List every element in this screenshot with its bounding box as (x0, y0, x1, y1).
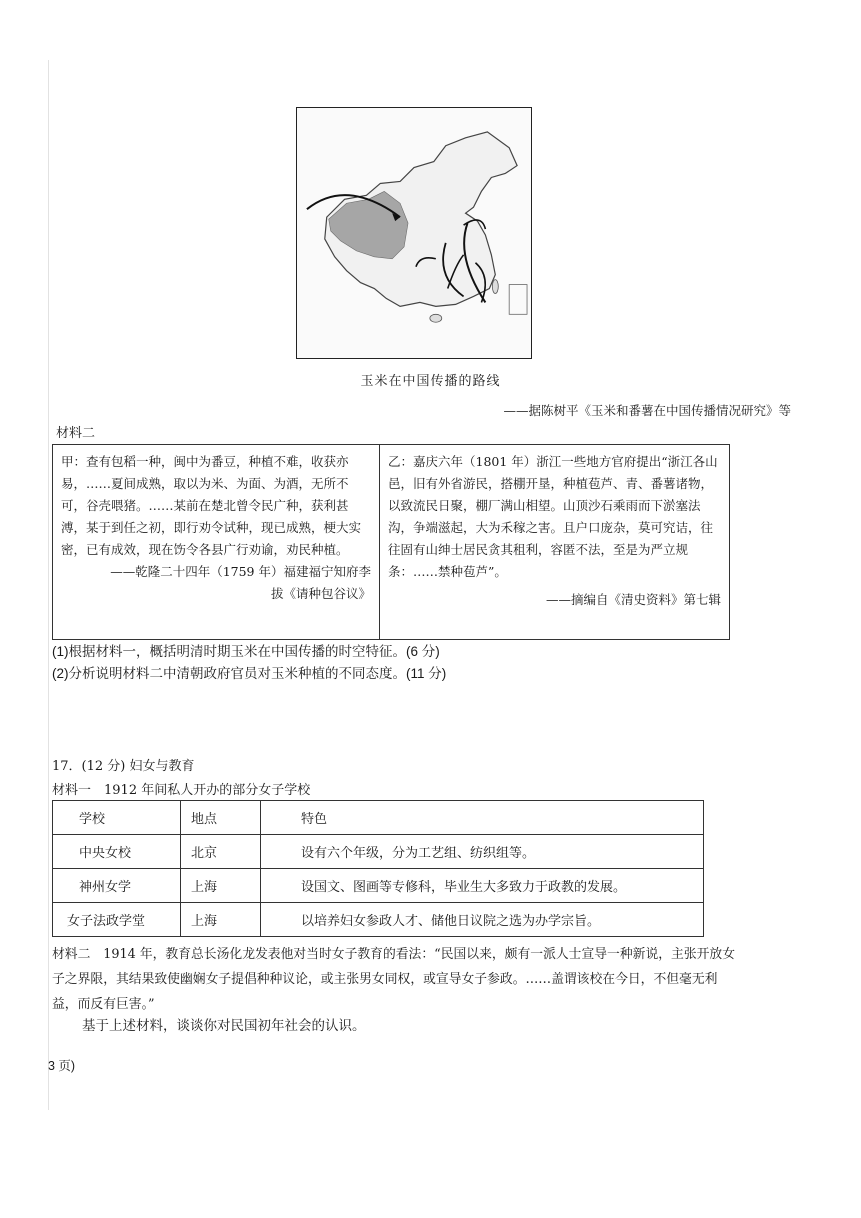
cell-feature: 设国文、图画等专修科，毕业生大多致力于政教的发展。 (261, 869, 704, 903)
cell-feature: 以培养妇女参政人才、储他日议院之选为办学宗旨。 (261, 903, 704, 937)
table-header-row (53, 801, 704, 835)
material2-label: 材料二 (56, 426, 96, 441)
material2-left-source-1: ——乾隆二十四年（1759 年）福建福宁知府李 (110, 564, 371, 579)
table-row (53, 835, 704, 869)
question-17-title: 17．(12 分) 妇女与教育 (52, 759, 195, 774)
header-school: 学校 (53, 801, 181, 835)
header-feature: 特色 (261, 801, 704, 835)
material2-right-source: ——摘编自《清史资料》第七辑 (545, 592, 721, 607)
material2-left-source-2: 拔《请种包谷议》 (270, 586, 371, 601)
q17-material1-label: 材料一 1912 年间私人开办的部分女子学校 (52, 783, 311, 798)
material2-left-text: 甲：查有包稻一种，闽中为番豆，种植不难，收获亦易，……夏间成熟，取以为米、为面、为酒，无所不可，谷壳喂猪。……某前在楚北曾令民广种，获利甚溥，某于到任之初，即行劝令试种，现已成熟，梗大实密，已有成效，现在饬令各县广行劝谕，劝民种植。 (61, 454, 362, 557)
header-location: 地点 (181, 801, 261, 835)
table-row (53, 903, 704, 937)
cell-location: 上海 (181, 869, 261, 903)
cell-school: 中央女校 (53, 835, 181, 869)
cell-location: 上海 (181, 903, 261, 937)
map-source: ——据陈树平《玉米和番薯在中国传播情况研究》等 (503, 403, 791, 418)
material2-right-text: 乙：嘉庆六年（1801 年）浙江一些地方官府提出“浙江各山邑，旧有外省游民，搭棚开垦，种植苞芦、青、番薯诸物，以致流民日聚，棚厂满山相望。山顶沙石乘雨而下淤塞法沟，争端滋起，大为禾稼之害。且户口庞杂，莫可究诘，往往固有山绅士居民贪其租利，容匿不法，至是为严立规条：……禁种苞芦”。 (388, 454, 718, 579)
china-corn-map (296, 107, 532, 359)
cell-school: 女子法政学堂 (53, 903, 181, 937)
question-1: (1)根据材料一，概括明清时期玉米在中国传播的时空特征。(6 分) (52, 644, 440, 659)
q17-material2-text: 材料二 1914 年，教育总长汤化龙发表他对当时女子教育的看法：“民国以来，颇有一派人士宣导一种新说，主张开放女子之界限，其结果致使幽娴女子提倡种种议论，或主张男女同权，或宣导女子参政。……盖谓该校在今日，不但毫无利益，而反有巨害。” (52, 947, 736, 1012)
table-row (53, 869, 704, 903)
map-graphic (297, 108, 531, 358)
q17-prompt: 基于上述材料，谈谈你对民国初年社会的认识。 (82, 1018, 366, 1033)
map-caption: 玉米在中国传播的路线 (360, 374, 501, 389)
cell-school: 神州女学 (53, 869, 181, 903)
question-2: (2)分析说明材料二中清朝政府官员对玉米种植的不同态度。(11 分) (52, 666, 447, 681)
questions-block (52, 641, 446, 685)
page-number: 3 页) (48, 1059, 76, 1073)
material2-left-cell (53, 445, 380, 639)
girls-schools-table (52, 800, 704, 937)
page-edge-line (48, 60, 49, 1110)
cell-location: 北京 (181, 835, 261, 869)
material2-right-cell (380, 445, 729, 639)
cell-feature: 设有六个年级，分为工艺组、纺织组等。 (261, 835, 704, 869)
material2-table (52, 444, 730, 640)
